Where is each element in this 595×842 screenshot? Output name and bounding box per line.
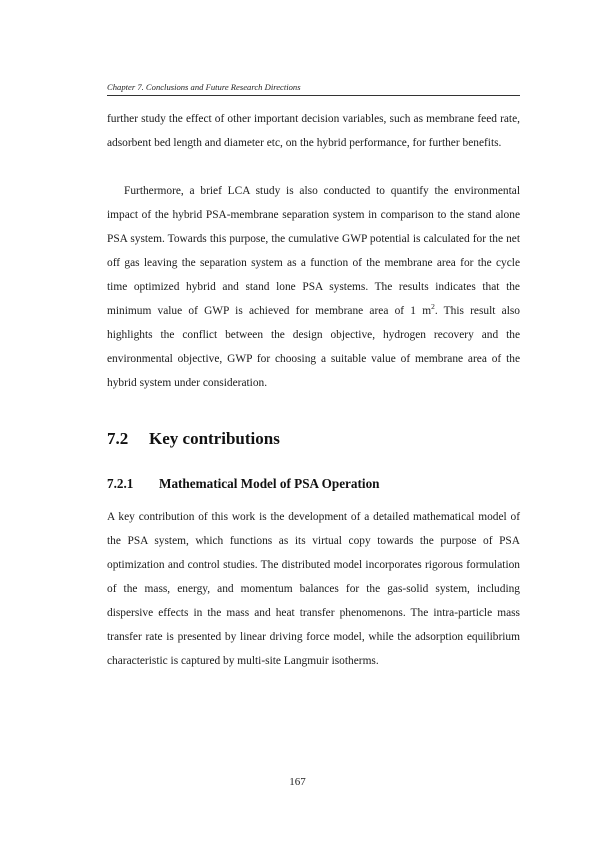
section-heading [107, 429, 280, 449]
paragraph-continuation: further study the effect of other important decision variables, such as membrane feed rate, adsorbent bed length and diameter etc, on the hybrid performance, for further benefits. [107, 113, 520, 149]
page-number: 167 [289, 776, 306, 788]
superscript-squared: 2 [431, 302, 435, 312]
paragraph-lca-text-a: Furthermore, a brief LCA study is also conducted to quantify the environmental impact of the hybrid PSA-membrane separation system in comparison to the stand alone PSA system. Towards this purpose, the cumulative GWP potential is calculated for the net off gas leaving the separation system as a function of the membrane area for the cycle time optimized hybrid and stand lone PSA systems. The results indicates that the minimum value of GWP is achieved for membrane area of 1 m [107, 185, 520, 317]
running-header: Chapter 7. Conclusions and Future Research Directions [107, 82, 520, 96]
section-title: Key contributions [149, 429, 280, 448]
subsection-number: 7.2.1 [107, 476, 134, 491]
subsection-heading [107, 476, 380, 492]
section-number: 7.2 [107, 429, 129, 448]
paragraph-lca-study [107, 179, 520, 395]
paragraph-model-contribution: A key contribution of this work is the development of a detailed mathematical model of the PSA system, which functions as its virtual copy towards the purpose of PSA optimization and control studies. The distributed model incorporates rigorous formulation of the mass, energy, and momentum balances for the gas-solid system, including dispersive effects in the mass and heat transfer phenomenons. The intra-particle mass transfer rate is presented by linear driving force model, while the adsorption equilibrium characteristic is captured by multi-site Langmuir isotherms. [107, 511, 520, 667]
subsection-title: Mathematical Model of PSA Operation [159, 476, 380, 491]
paragraph-lca-text-b: . This result also highlights the conflict between the design objective, hydrogen recovery and the environmental objective, GWP for choosing a suitable value of membrane area of the hybrid system under consideration. [107, 305, 520, 389]
